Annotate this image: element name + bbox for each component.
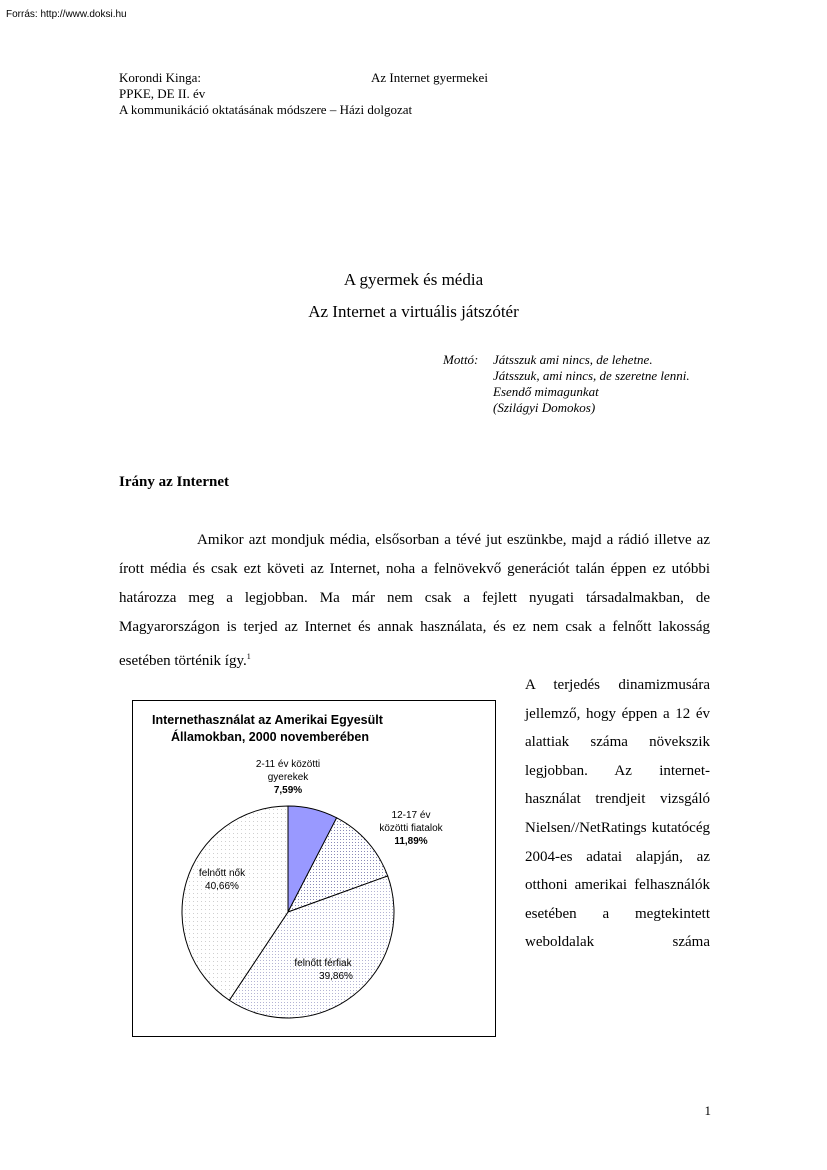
side-text: A terjedés dinamizmusára jellemző, hogy éppen a 12 év alattiak száma növekszik legjobban. Az internet-használat trendjeit vizsgáló Nielsen//NetRatings kutatócég 2004-es adatai alapján, az otthoni amerikai felhasználók esetében a megtekintett weboldalak száma: [525, 677, 710, 951]
page-number: 1: [704, 1103, 711, 1118]
slice-label-women: [187, 867, 257, 893]
section-heading: Irány az Internet: [119, 474, 229, 490]
slice-label-text: 2-11 év közötti: [255, 759, 321, 770]
body-paragraph: [119, 526, 710, 676]
motto-line: Játsszuk, ami nincs, de szeretne lenni.: [493, 368, 690, 383]
slice-label-teens: [371, 809, 451, 848]
slice-label-text: felnőtt férfiak: [294, 958, 352, 969]
motto-attribution: (Szilágyi Domokos): [493, 400, 596, 415]
slice-label-value: 40,66%: [205, 881, 239, 892]
slice-label-men: [283, 957, 363, 983]
side-paragraph: [525, 671, 710, 957]
slice-label-text: 12-17 év: [391, 810, 431, 821]
slice-label-children: [255, 758, 321, 797]
header-doc-title: Az Internet gyermekei: [371, 70, 488, 85]
page-subtitle: Az Internet a virtuális játszótér: [308, 302, 519, 321]
motto-label: Mottó:: [443, 352, 479, 367]
header-author: Korondi Kinga:: [119, 70, 201, 85]
slice-label-value: 7,59%: [273, 785, 303, 796]
chart-title-line: Internethasználat az Amerikai Egyesült: [152, 713, 383, 727]
source-url: Forrás: http://www.doksi.hu: [6, 9, 127, 20]
slice-label-text: gyerekek: [267, 772, 309, 783]
slice-label-text: közötti fiatalok: [379, 823, 443, 834]
motto-line: Esendő mimagunkat: [493, 384, 599, 399]
chart-title-line: Államokban, 2000 novemberében: [171, 730, 369, 744]
slice-label-value: 11,89%: [394, 836, 428, 847]
header-institution: PPKE, DE II. év: [119, 86, 206, 101]
header-course: A kommunikáció oktatásának módszere – Házi dolgozat: [119, 102, 413, 117]
slice-label-value: 39,86%: [319, 971, 353, 982]
footnote-marker[interactable]: 1: [246, 652, 251, 661]
chart-title: [152, 712, 383, 746]
paragraph-text: Amikor azt mondjuk média, elsősorban a tévé jut eszünkbe, majd a rádió illetve az írott média és csak ezt követi az Internet, noha a felnövekvő generációt talán éppen ez utóbbi határozza meg a legjobban. Ma már nem csak a fejlett nyugati társadalmakban, de Magyarországon is terjed az Internet és annak használata, és ez nem csak a felnőtt lakosság esetében történik így.: [119, 532, 710, 669]
motto-line: Játsszuk ami nincs, de lehetne.: [493, 352, 653, 367]
slice-label-text: felnőtt nők: [198, 868, 246, 879]
pie-chart: [132, 700, 496, 1037]
page-title: A gyermek és média: [343, 270, 484, 289]
